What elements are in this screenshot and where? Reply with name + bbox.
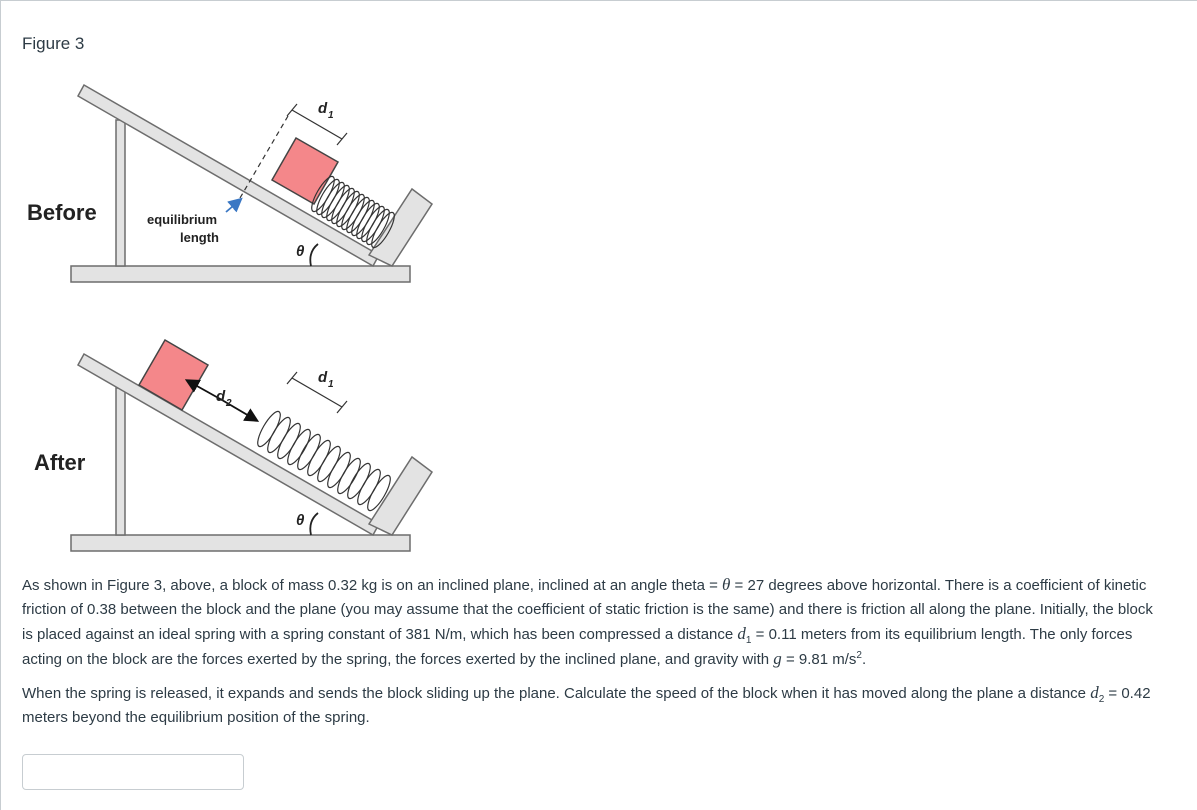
answer-input[interactable] <box>22 754 244 790</box>
before-spring-compressed <box>308 174 398 251</box>
after-theta-arc <box>310 513 318 535</box>
after-d1-label: d <box>318 369 328 386</box>
d2-symbol-subscript: 2 <box>1098 694 1105 705</box>
before-d1-label: d <box>318 100 328 117</box>
after-base <box>71 535 410 551</box>
before-diagram <box>71 85 432 282</box>
problem-paragraph-1: As shown in Figure 3, above, a block of mass 0.32 kg is on an inclined plane, inclined at an angle theta = θ = 27 degrees above horizontal. There is a coefficient of kinetic friction of 0.38 between the block and the plane (you may assume that the coefficient of static friction is the same) and there is friction all along the plane. Initially, the block is placed against an ideal spring with a spring constant of 381 N/m, which has been compressed a distance $d_1 = 0.11$ meters from its equilibrium length. The only forces acting on the block are the forces exerted by the spring, the forces exerted by the inclined plane, and gravity with g = 9.81 $m/s^2$. <box>22 575 1153 668</box>
after-d1-dimension <box>287 372 347 413</box>
d1-symbol-subscript: 1 <box>745 635 752 646</box>
before-theta-label: θ <box>296 243 305 260</box>
d2-symbol: d <box>1090 683 1099 702</box>
after-d2-label: d <box>216 388 226 405</box>
after-d2-subscript: 2 <box>226 398 232 409</box>
before-d1-subscript: 1 <box>328 110 334 121</box>
before-equilibrium-arrow <box>226 200 240 212</box>
g-symbol: g <box>773 649 782 668</box>
problem-paragraph-2: When the spring is released, it expands and sends the block sliding up the plane. Calculate the speed of the block when it has moved along the plane a distance $d_2 = 0.42$ meters beyond the equilibrium position of the spring. <box>22 683 1151 726</box>
before-base <box>71 266 410 282</box>
before-block <box>272 138 338 204</box>
theta-symbol: θ <box>722 575 731 594</box>
after-theta-label: θ <box>296 512 305 529</box>
before-theta-arc <box>310 244 318 266</box>
before-label: Before <box>27 200 97 225</box>
after-post <box>116 388 125 535</box>
equilibrium-label-line2: length <box>180 230 219 245</box>
after-stopper <box>369 457 432 535</box>
after-label: After <box>34 450 86 475</box>
after-diagram <box>71 340 432 551</box>
figure-title: Figure 3 <box>22 34 85 53</box>
units-superscript: 2 <box>856 650 862 661</box>
after-d1-subscript: 1 <box>328 379 334 390</box>
before-post <box>116 120 125 266</box>
equilibrium-label-line1: equilibrium <box>147 212 218 227</box>
d1-symbol: d <box>737 624 746 643</box>
